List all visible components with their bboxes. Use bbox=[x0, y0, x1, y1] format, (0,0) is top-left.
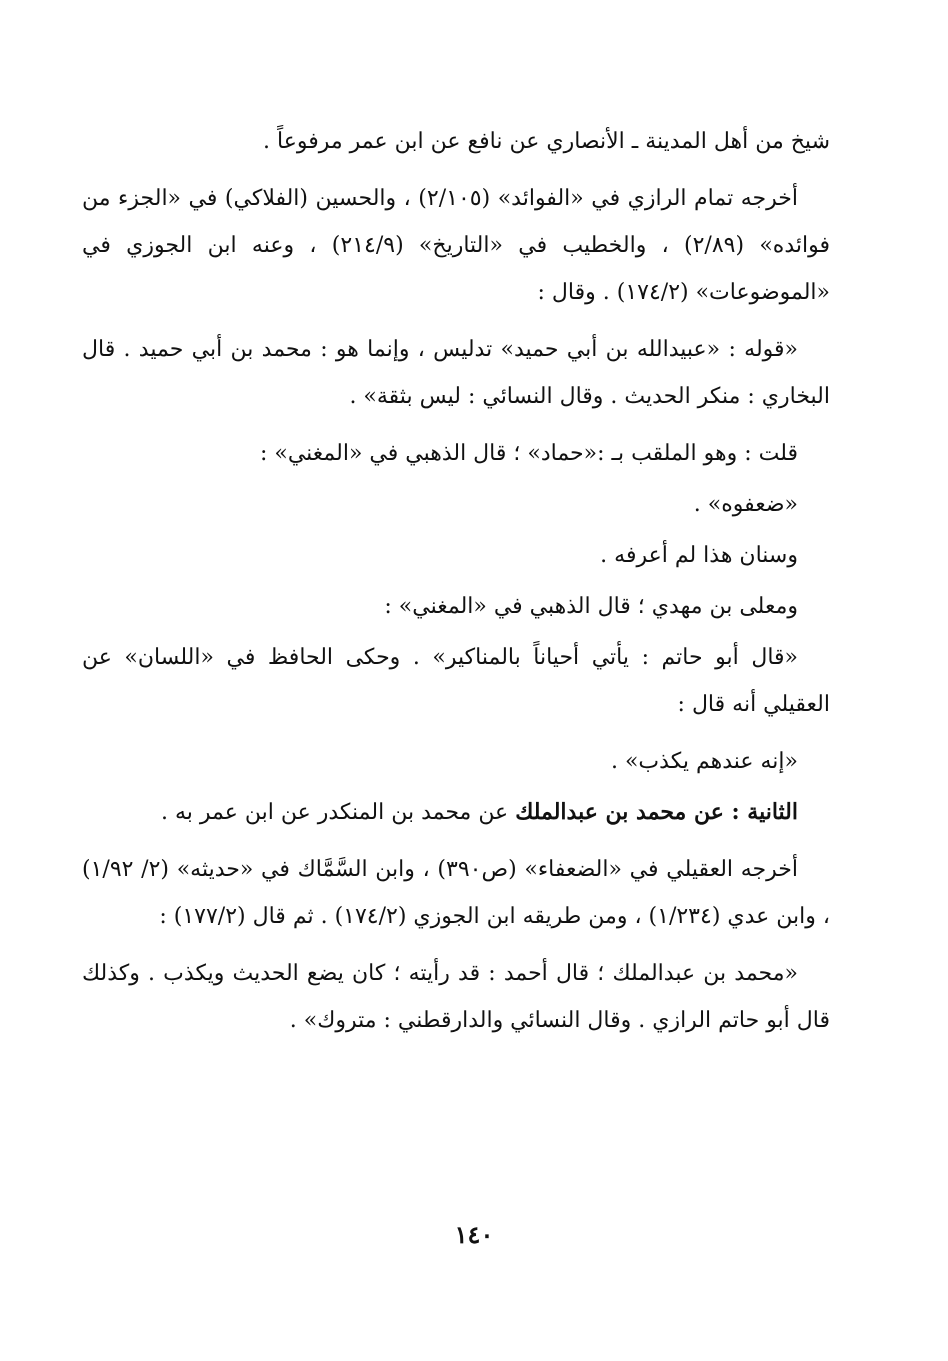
page-number: ١٤٠ bbox=[454, 1220, 494, 1249]
paragraph-3-quote: «قوله : «عبيدالله بن أبي حميد» تدليس ، وإنما هو : محمد بن أبي حميد . قال البخاري : منكر الحديث . وقال النسائي : ليس بثقة» . bbox=[82, 337, 830, 409]
paragraph-11: أخرجه العقيلي في «الضعفاء» (ص٣٩٠) ، وابن السَّمَّاك في «حديثه» (٢/ ١/٩٢) ، وابن عدي (١/٢٣٤) ، ومن طريقه ابن الجوزي (١٧٤/٢) . ثم قال (١٧٧/٢) : bbox=[82, 857, 830, 929]
paragraph-12-quote: «محمد بن عبدالملك ؛ قال أحمد : قد رأيته ؛ كان يضع الحديث ويكذب . وكذلك قال أبو حاتم الرازي . وقال النسائي والدارقطني : متروك» . bbox=[82, 961, 830, 1033]
paragraph-4: قلت : وهو الملقب بـ :«حماد» ؛ قال الذهبي في «المغني» : bbox=[259, 441, 798, 466]
paragraph-1: شيخ من أهل المدينة ـ الأنصاري عن نافع عن ابن عمر مرفوعاً . bbox=[263, 129, 830, 154]
paragraph-10 bbox=[82, 789, 830, 836]
paragraph-5-quote: «ضعفوه» . bbox=[693, 492, 798, 517]
paragraph-9-quote: «إنه عندهم يكذب» . bbox=[610, 749, 798, 774]
section-heading-second: الثانية : عن محمد بن عبدالملك bbox=[515, 799, 798, 825]
paragraph-2: أخرجه تمام الرازي في «الفوائد» (٢/١٠٥) ، والحسين (الفلاكي) في «الجزء من فوائده» (٢/٨٩) ، والخطيب في «التاريخ» (٢١٤/٩) ، وعنه ابن الجوزي في «الموضوعات» (١٧٤/٢) . وقال : bbox=[82, 186, 830, 305]
paragraph-10-rest: عن محمد بن المنكدر عن ابن عمر به . bbox=[161, 800, 516, 825]
paragraph-7: ومعلى بن مهدي ؛ قال الذهبي في «المغني» : bbox=[384, 594, 798, 619]
paragraph-8-quote: «قال أبو حاتم : يأتي أحياناً بالمناكير» . وحكى الحافظ في «اللسان» عن العقيلي أنه قال : bbox=[82, 645, 830, 717]
paragraph-6: وسنان هذا لم أعرفه . bbox=[600, 543, 798, 568]
